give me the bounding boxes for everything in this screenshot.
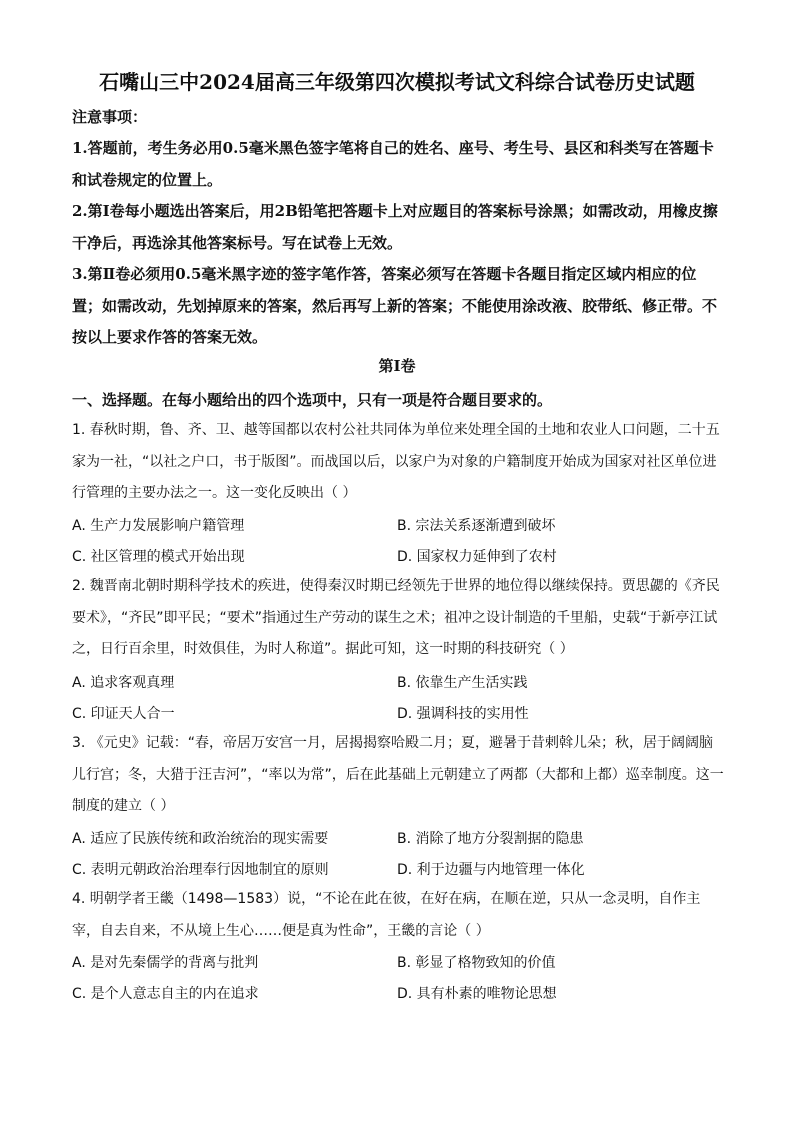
option-d[interactable]: D. 利于边疆与内地管理一体化 bbox=[397, 862, 585, 878]
option-c[interactable]: C. 社区管理的模式开始出现 bbox=[72, 549, 245, 565]
question-stem: 3. 《元史》记载：“春，帝居万安宫一月，居揭揭察哈殿二月；夏，避暑于昔剌斡儿朵；秋，居于阔阔脑儿行宫；冬，大猎于汪吉河”，“率以为常”，后在此基础上元朝建立了两都（大都和上都）巡幸制度。这一制度的建立（ ） bbox=[72, 735, 724, 814]
notice-item: 1.答题前，考生务必用0.5毫米黑色签字笔将自己的姓名、座号、考生号、县区和科类写在答题卡和试卷规定的位置上。 bbox=[72, 139, 714, 189]
option-d[interactable]: D. 具有朴素的唯物论思想 bbox=[397, 986, 557, 1002]
option-b[interactable]: B. 消除了地方分裂割据的隐患 bbox=[397, 831, 584, 847]
option-a[interactable]: A. 是对先秦儒学的背离与批判 bbox=[72, 955, 259, 971]
option-a[interactable]: A. 生产力发展影响户籍管理 bbox=[72, 518, 245, 534]
notice-item: 2.第Ⅰ卷每小题选出答案后，用2B铅笔把答题卡上对应题目的答案标号涂黑；如需改动，用橡皮擦干净后，再选涂其他答案标号。写在试卷上无效。 bbox=[72, 202, 718, 252]
option-c[interactable]: C. 印证天人合一 bbox=[72, 706, 175, 722]
part-heading: 一、选择题。在每小题给出的四个选项中，只有一项是符合题目要求的。 bbox=[72, 391, 553, 409]
notice-item: 3.第Ⅱ卷必须用0.5毫米黑字迹的签字笔作答，答案必须写在答题卡各题目指定区域内相应的位置；如需改动，先划掉原来的答案，然后再写上新的答案；不能使用涂改液、胶带纸、修正带。不按以上要求作答的答案无效。 bbox=[72, 265, 718, 346]
option-a[interactable]: A. 追求客观真理 bbox=[72, 675, 175, 691]
option-a[interactable]: A. 适应了民族传统和政治统治的现实需要 bbox=[72, 831, 329, 847]
notice-heading: 注意事项： bbox=[72, 108, 148, 126]
question-stem: 1. 春秋时期，鲁、齐、卫、越等国都以农村公社共同体为单位来处理全国的土地和农业人口问题，二十五家为一社，“以社之户口，书于版图”。而战国以后，以家户为对象的户籍制度开始成为国家对社区单位进行管理的主要办法之一。这一变化反映出（ ） bbox=[72, 422, 720, 501]
option-b[interactable]: B. 依靠生产生活实践 bbox=[397, 675, 528, 691]
option-b[interactable]: B. 宗法关系逐渐遭到破坏 bbox=[397, 518, 556, 534]
option-d[interactable]: D. 国家权力延伸到了农村 bbox=[397, 549, 557, 565]
question-stem: 4. 明朝学者王畿（1498—1583）说，“不论在此在彼，在好在病，在顺在逆，只从一念灵明，自作主宰，自去自来，不从境上生心……便是真为性命”，王畿的言论（ ） bbox=[72, 891, 701, 939]
question-stem: 2. 魏晋南北朝时期科学技术的疾进，使得秦汉时期已经领先于世界的地位得以继续保持。贾思勰的《齐民要术》，“齐民”即平民；“要术”指通过生产劳动的谋生之术；祖冲之设计制造的千里船，史载“于新亭江试之，日行百余里，时效俱佳，为时人称道”。据此可知，这一时期的科技研究（ ） bbox=[72, 578, 720, 657]
section-title: 第Ⅰ卷 bbox=[378, 357, 416, 375]
option-c[interactable]: C. 是个人意志自主的内在追求 bbox=[72, 986, 259, 1002]
option-b[interactable]: B. 彰显了格物致知的价值 bbox=[397, 955, 556, 971]
option-d[interactable]: D. 强调科技的实用性 bbox=[397, 706, 529, 722]
option-c[interactable]: C. 表明元朝政治治理奉行因地制宜的原则 bbox=[72, 862, 329, 878]
exam-title: 石嘴山三中2024届高三年级第四次模拟考试文科综合试卷历史试题 bbox=[99, 70, 695, 94]
